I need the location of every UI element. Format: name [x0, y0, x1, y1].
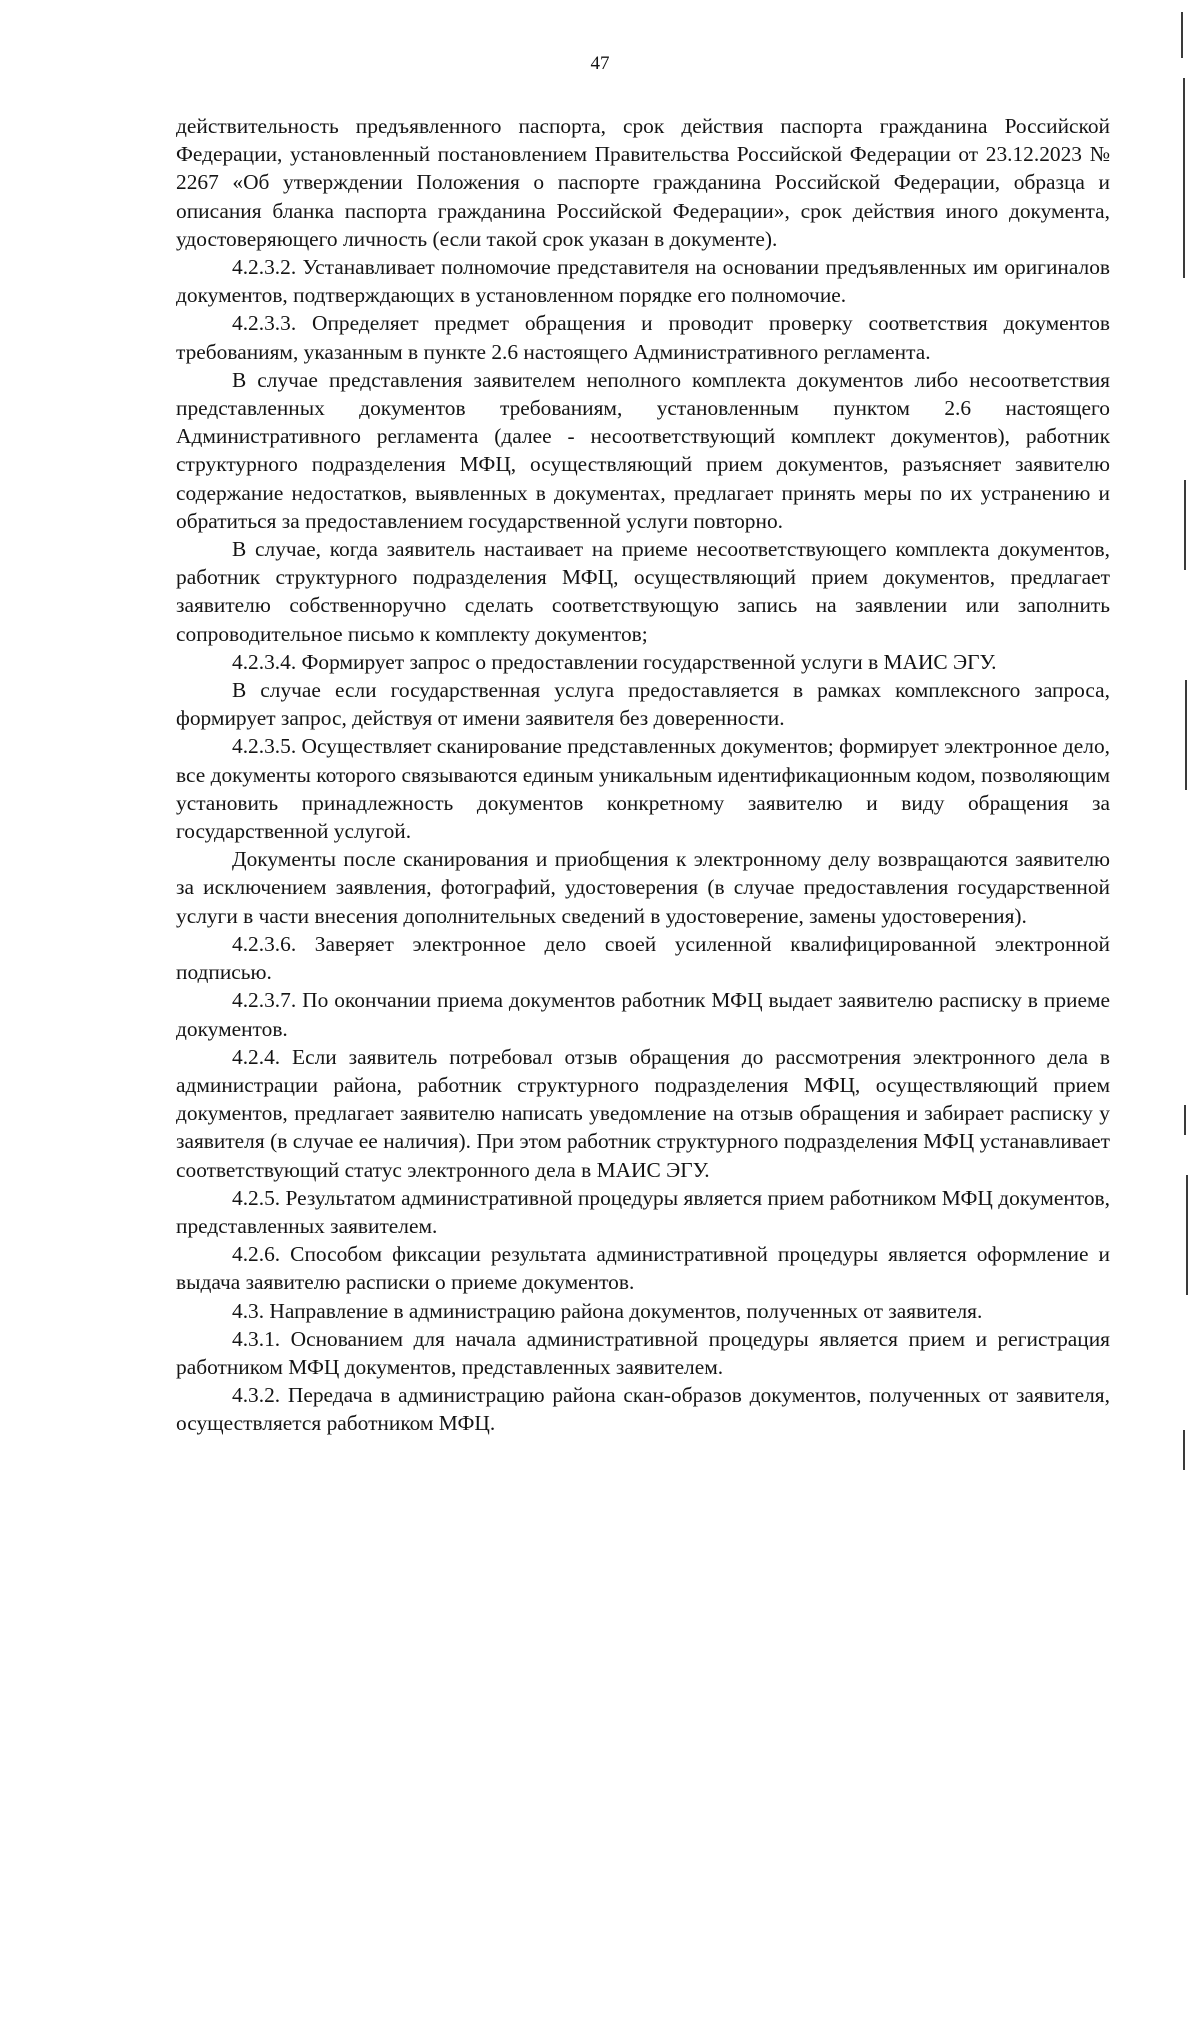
page-number: 47	[590, 53, 610, 74]
scan-edge-mark	[1181, 12, 1183, 58]
paragraph: действительность предъявленного паспорта, срок действия паспорта гражданина Российской Федерации, установленный постановлением Правительства Российской Федерации от 23.12.2023 № 2267 «Об утверждении Положения о паспорте гражданина Российской Федерации, образца и описания бланка паспорта гражданина Российской Федерации», срок действия иного документа, удостоверяющего личность (если такой срок указан в документе).	[176, 114, 1110, 251]
scan-edge-mark	[1184, 1105, 1186, 1135]
scan-edge-mark	[1184, 480, 1186, 570]
scan-edge-mark	[1183, 78, 1185, 278]
paragraph: 4.3. Направление в администрацию района документов, полученных от заявителя.	[232, 1298, 983, 1323]
paragraph: 4.2.4. Если заявитель потребовал отзыв обращения до рассмотрения электронного дела в администрации района, работник структурного подразделения МФЦ, осуществляющий прием документов, предлагает заявителю написать уведомление на отзыв обращения и забирает расписку у заявителя (в случае ее наличия). При этом работник структурного подразделения МФЦ устанавливает соответствующий статус электронного дела в МАИС ЭГУ.	[176, 1044, 1110, 1182]
paragraph: Документы после сканирования и приобщения к электронному делу возвращаются заявителю за исключением заявления, фотографий, удостоверения (в случае предоставления государственной услуги в части внесения дополнительных сведений в удостоверение, замены удостоверения).	[176, 847, 1110, 928]
paragraph: 4.2.3.7. По окончании приема документов работник МФЦ выдает заявителю расписку в приеме документов.	[176, 988, 1110, 1041]
paragraph: 4.2.6. Способом фиксации результата административной процедуры является оформление и выдача заявителю расписки о приеме документов.	[176, 1242, 1110, 1295]
paragraph: 4.2.3.6. Заверяет электронное дело своей усиленной квалифицированной электронной подписью.	[176, 931, 1110, 985]
scan-edge-mark	[1183, 1430, 1185, 1470]
paragraph: В случае, когда заявитель настаивает на приеме несоответствующего комплекта документов, работник структурного подразделения МФЦ, осуществляющий прием документов, предлагает заявителю собственноручно сделать соответствующую запись на заявлении или заполнить сопроводительное письмо к комплекту документов;	[176, 537, 1110, 646]
paragraph: В случае представления заявителем неполного комплекта документов либо несоответствия представленных документов требованиям, установленным пунктом 2.6 настоящего Административного регламента (далее - несоответствующий комплект документов), работник структурного подразделения МФЦ, осуществляющий прием документов, разъясняет заявителю содержание недостатков, выявленных в документах, предлагает принять меры по их устранению и обратиться за предоставлением государственной услуги повторно.	[176, 367, 1110, 533]
paragraph: 4.3.1. Основанием для начала административной процедуры является прием и регистрация работником МФЦ документов, представленных заявителем.	[176, 1326, 1110, 1379]
scan-edge-mark	[1186, 1175, 1188, 1295]
paragraph: 4.2.3.3. Определяет предмет обращения и проводит проверку соответствия документов требованиям, указанным в пункте 2.6 настоящего Административного регламента.	[176, 311, 1110, 364]
paragraph: 4.2.3.2. Устанавливает полномочие представителя на основании предъявленных им оригиналов документов, подтверждающих в установленном порядке его полномочие.	[176, 255, 1110, 308]
paragraph: 4.3.2. Передача в администрацию района скан-образов документов, полученных от заявителя, осуществляется работником МФЦ.	[176, 1383, 1110, 1436]
paragraph: В случае если государственная услуга предоставляется в рамках комплексного запроса, формирует запрос, действуя от имени заявителя без доверенности.	[176, 678, 1110, 731]
paragraph: 4.2.3.5. Осуществляет сканирование представленных документов; формирует электронное дело, все документы которого связываются единым уникальным идентификационным кодом, позволяющим установить принадлежность документов конкретному заявителю и виду обращения за государственной услугой.	[176, 734, 1110, 844]
document-body	[176, 112, 1110, 1438]
scan-edge-mark	[1185, 680, 1187, 790]
paragraph: 4.2.3.4. Формирует запрос о предоставлении государственной услуги в МАИС ЭГУ.	[232, 649, 997, 674]
paragraph: 4.2.5. Результатом административной процедуры является прием работником МФЦ документов, представленных заявителем.	[176, 1185, 1110, 1238]
